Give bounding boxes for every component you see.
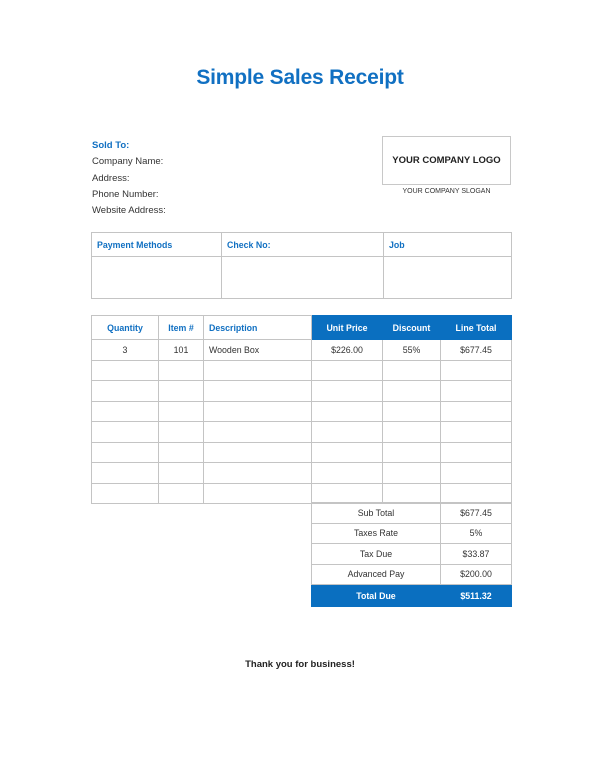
description-cell[interactable] xyxy=(204,401,312,422)
company-slogan: YOUR COMPANY SLOGAN xyxy=(402,188,491,195)
page-title: Simple Sales Receipt xyxy=(196,66,404,89)
quantity-cell[interactable] xyxy=(92,422,159,443)
table-row xyxy=(92,463,512,484)
tax-due-row xyxy=(312,544,512,565)
tax-due-value[interactable]: $33.87 xyxy=(441,544,512,565)
items-header-row xyxy=(92,316,512,340)
description-header: Description xyxy=(204,316,312,340)
company-name-label: Company Name: xyxy=(92,156,164,168)
tax-rate-row xyxy=(312,523,512,544)
check-no-cell[interactable] xyxy=(222,257,384,299)
discount-cell[interactable] xyxy=(383,422,441,443)
table-row xyxy=(92,483,512,504)
payment-methods-cell[interactable] xyxy=(92,257,222,299)
tax-rate-value[interactable]: 5% xyxy=(441,523,512,544)
sold-to-heading: Sold To: xyxy=(92,140,130,151)
item-number-cell[interactable] xyxy=(159,442,204,463)
payment-header-row xyxy=(92,233,512,257)
table-row xyxy=(92,401,512,422)
table-row xyxy=(92,381,512,402)
line-total-cell[interactable] xyxy=(441,442,512,463)
description-cell[interactable] xyxy=(204,381,312,402)
unit-price-cell[interactable] xyxy=(312,381,383,402)
description-cell[interactable] xyxy=(204,483,312,504)
tax-rate-label: Taxes Rate xyxy=(312,523,441,544)
line-total-cell[interactable] xyxy=(441,360,512,381)
totals-table xyxy=(311,502,512,607)
quantity-cell[interactable] xyxy=(92,401,159,422)
quantity-cell[interactable] xyxy=(92,483,159,504)
description-cell[interactable] xyxy=(204,360,312,381)
table-row xyxy=(92,340,512,361)
description-cell[interactable] xyxy=(204,442,312,463)
description-cell[interactable] xyxy=(204,463,312,484)
quantity-cell[interactable] xyxy=(92,442,159,463)
table-row xyxy=(92,422,512,443)
subtotal-label: Sub Total xyxy=(312,503,441,524)
job-cell[interactable] xyxy=(384,257,512,299)
unit-price-cell[interactable] xyxy=(312,401,383,422)
website-address-label: Website Address: xyxy=(92,205,166,217)
discount-cell[interactable] xyxy=(383,381,441,402)
total-due-value: $511.32 xyxy=(441,585,512,607)
quantity-cell[interactable] xyxy=(92,360,159,381)
unit-price-cell[interactable] xyxy=(312,442,383,463)
discount-header: Discount xyxy=(383,316,441,340)
discount-cell[interactable] xyxy=(383,483,441,504)
item-number-cell[interactable] xyxy=(159,483,204,504)
unit-price-cell[interactable] xyxy=(312,422,383,443)
payment-table xyxy=(91,232,512,299)
item-number-cell[interactable] xyxy=(159,422,204,443)
subtotal-row xyxy=(312,503,512,524)
item-number-cell[interactable] xyxy=(159,463,204,484)
line-total-cell[interactable] xyxy=(441,463,512,484)
item-number-cell[interactable] xyxy=(159,401,204,422)
discount-cell[interactable] xyxy=(383,463,441,484)
quantity-cell[interactable] xyxy=(92,463,159,484)
thank-you-message: Thank you for business! xyxy=(245,659,355,670)
unit-price-header: Unit Price xyxy=(312,316,383,340)
advanced-pay-row xyxy=(312,564,512,585)
description-cell[interactable] xyxy=(204,422,312,443)
payment-methods-header: Payment Methods xyxy=(92,233,222,257)
item-number-cell[interactable] xyxy=(159,381,204,402)
item-number-cell[interactable]: 101 xyxy=(159,340,204,361)
quantity-cell[interactable] xyxy=(92,381,159,402)
quantity-cell[interactable]: 3 xyxy=(92,340,159,361)
check-no-header: Check No: xyxy=(222,233,384,257)
logo-text: YOUR COMPANY LOGO xyxy=(392,155,501,166)
line-total-header: Line Total xyxy=(441,316,512,340)
discount-cell[interactable]: 55% xyxy=(383,340,441,361)
table-row xyxy=(92,360,512,381)
unit-price-cell[interactable] xyxy=(312,483,383,504)
item-number-header: Item # xyxy=(159,316,204,340)
unit-price-cell[interactable]: $226.00 xyxy=(312,340,383,361)
items-table xyxy=(91,315,512,504)
job-header: Job xyxy=(384,233,512,257)
discount-cell[interactable] xyxy=(383,401,441,422)
unit-price-cell[interactable] xyxy=(312,360,383,381)
line-total-cell[interactable]: $677.45 xyxy=(441,340,512,361)
line-total-cell[interactable] xyxy=(441,401,512,422)
advanced-pay-label: Advanced Pay xyxy=(312,564,441,585)
unit-price-cell[interactable] xyxy=(312,463,383,484)
address-label: Address: xyxy=(92,172,130,184)
discount-cell[interactable] xyxy=(383,442,441,463)
description-cell[interactable]: Wooden Box xyxy=(204,340,312,361)
line-total-cell[interactable] xyxy=(441,483,512,504)
line-total-cell[interactable] xyxy=(441,381,512,402)
discount-cell[interactable] xyxy=(383,360,441,381)
advanced-pay-value[interactable]: $200.00 xyxy=(441,564,512,585)
table-row xyxy=(92,442,512,463)
company-logo-placeholder xyxy=(382,136,511,185)
phone-number-label: Phone Number: xyxy=(92,188,159,200)
sold-to-block xyxy=(92,138,166,219)
item-number-cell[interactable] xyxy=(159,360,204,381)
line-total-cell[interactable] xyxy=(441,422,512,443)
subtotal-value[interactable]: $677.45 xyxy=(441,503,512,524)
payment-value-row xyxy=(92,257,512,299)
total-due-label: Total Due xyxy=(312,585,441,607)
total-due-row xyxy=(312,585,512,607)
quantity-header: Quantity xyxy=(92,316,159,340)
tax-due-label: Tax Due xyxy=(312,544,441,565)
